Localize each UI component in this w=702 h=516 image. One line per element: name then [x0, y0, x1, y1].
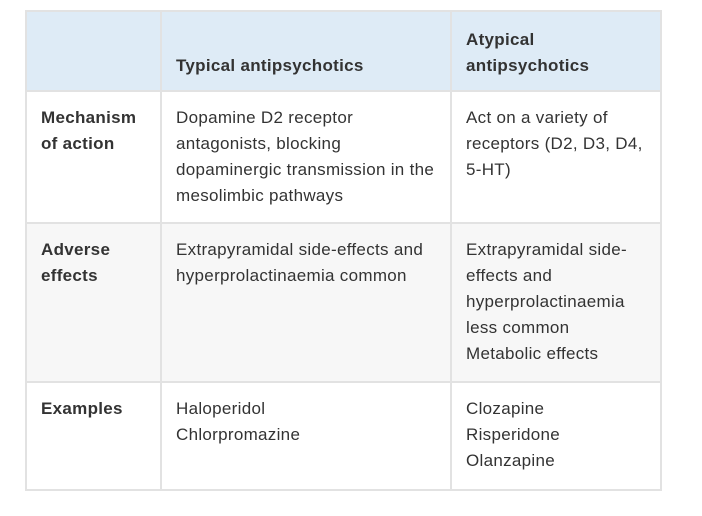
header-typical: Typical antipsychotics: [161, 11, 451, 91]
mechanism-typical-text: Dopamine D2 receptor antagonists, blocking dopaminergic transmission in the mesolimbic pathways: [176, 108, 435, 205]
table-row: [26, 91, 661, 223]
row-label-examples: Examples: [26, 382, 161, 490]
header-corner-cell: [26, 11, 161, 91]
table-row: [26, 223, 661, 382]
comparison-table-container: [25, 10, 660, 491]
adverse-atypical-metabolic-text: Metabolic effects: [466, 344, 599, 363]
mechanism-atypical-cell: [451, 91, 661, 223]
antipsychotics-comparison-table: [25, 10, 662, 491]
row-label-mechanism: Mechanism of action: [26, 91, 161, 223]
table-header-row: [26, 11, 661, 91]
example-haloperidol: Haloperidol: [176, 399, 266, 418]
example-olanzapine: Olanzapine: [466, 451, 556, 470]
adverse-typical-cell: [161, 223, 451, 382]
example-risperidone: Risperidone: [466, 425, 561, 444]
adverse-typical-text: Extrapyramidal side-effects and hyperprolactinaemia common: [176, 240, 424, 285]
mechanism-typical-cell: [161, 91, 451, 223]
adverse-atypical-cell: [451, 223, 661, 382]
table-row: [26, 382, 661, 490]
row-label-adverse-effects: Adverse effects: [26, 223, 161, 382]
example-chlorpromazine: Chlorpromazine: [176, 425, 301, 444]
examples-atypical-cell: [451, 382, 661, 490]
header-atypical: Atypical antipsychotics: [451, 11, 661, 91]
examples-typical-cell: [161, 382, 451, 490]
adverse-atypical-text: Extrapyramidal side-effects and hyperprolactinaemia less common: [466, 240, 627, 337]
mechanism-atypical-text: Act on a variety of receptors (D2, D3, D4, 5-HT): [466, 108, 643, 179]
example-clozapine: Clozapine: [466, 399, 545, 418]
